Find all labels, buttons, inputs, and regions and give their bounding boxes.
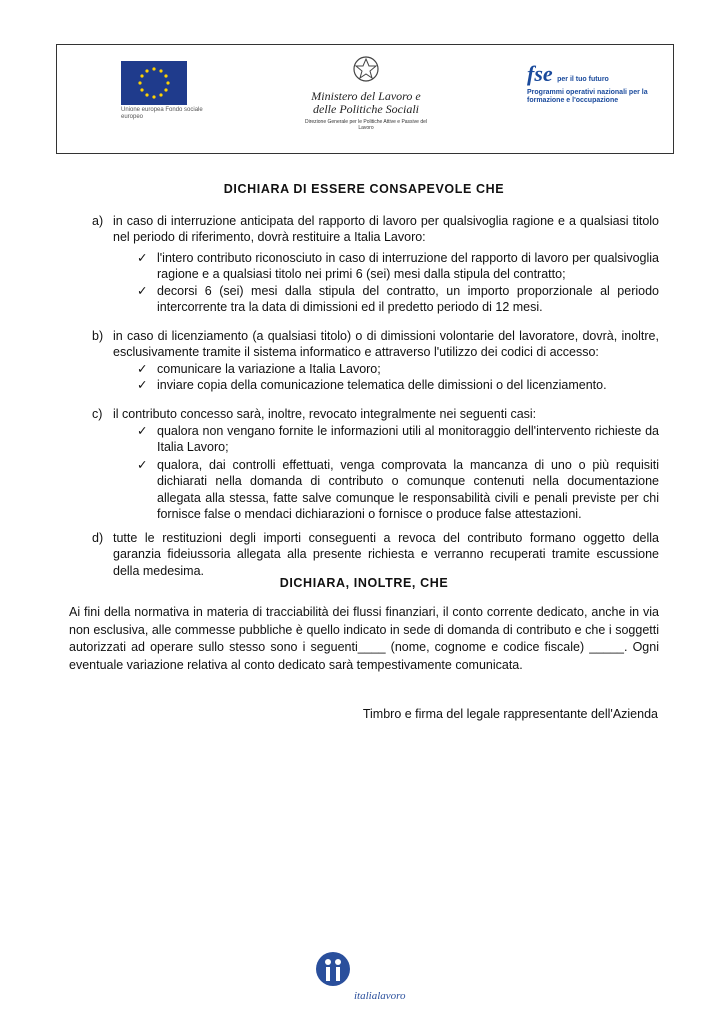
- fse-logo: [527, 63, 667, 105]
- item-a-bullet-1: l'intero contributo riconosciuto in caso di interruzione del rapporto di lavoro per qualsivoglia ragione e a qualsiasi titolo nei primi 6 (sei) mesi dalla stipula del contratto;: [157, 251, 659, 282]
- italialavoro-text: italialavoro: [354, 990, 406, 1002]
- emblem-icon: [351, 53, 381, 85]
- check-icon: ✓: [137, 284, 148, 298]
- check-icon: ✓: [137, 251, 148, 265]
- fse-tagline: per il tuo futuro: [557, 76, 609, 83]
- item-d-text: tutte le restituzioni degli importi conseguenti a revoca del contributo formano oggetto della garanzia fideiussoria allegata alla presente richiesta e verranno recuperati tramite escussione della medesima.: [113, 531, 659, 578]
- italialavoro-logo: [316, 952, 406, 1002]
- item-c-bullet-2: qualora, dai controlli effettuati, venga comprovata la mancanza di uno o più requisiti dichiarati nella domanda di contributo o comunque contenuti nella documentazione allegata alla stessa, fatte salve comunque le responsabilità civili e penali previste per chi fornisce false o mendaci dichiarazioni o fornisce o produce false attestazioni.: [157, 458, 659, 522]
- header-logos-box: [56, 44, 674, 154]
- item-c-text: il contributo concesso sarà, inoltre, revocato integralmente nei seguenti casi:: [113, 407, 537, 421]
- item-b-text: in caso di licenziamento (a qualsiasi titolo) o di dimissioni volontarie del lavoratore, dovrà, inoltre, esclusivamente tramite il sistema informatico e attraverso l'utilizzo dei codici di accesso:: [113, 329, 659, 360]
- item-a-marker: a): [92, 214, 104, 228]
- fse-mark-icon: fse: [527, 61, 553, 86]
- signature-line: Timbro e firma del legale rappresentante dell'Azienda: [362, 707, 658, 721]
- section2-text: Ai fini della normativa in materia di tracciabilità dei flussi finanziari, il conto corrente dedicato, anche in via non esclusiva, alle commesse pubbliche è quello indicato in sede di domanda di contributo e che i soggetti autorizzati ad operare sullo stesso sono i seguenti____ (nome, cognome e codice fiscale) _____. Ogni eventuale variazione relativa al conto dedicato sarà tempestivamente comunicata.: [69, 605, 659, 672]
- ministry-subtitle: Direzione Generale per le Politiche Attive e Passive del Lavoro: [305, 119, 428, 131]
- item-a-bullet-2: decorsi 6 (sei) mesi dalla stipula del contratto, un importo proporzionale al periodo intercorrente tra la data di dimissioni ed il predetto periodo di 12 mesi.: [157, 284, 659, 315]
- fse-text: Programmi operativi nazionali per la formazione e l'occupazione: [527, 89, 648, 104]
- section2-heading: DICHIARA, INOLTRE, CHE: [279, 576, 449, 590]
- item-a-text: in caso di interruzione anticipata del rapporto di lavoro per qualsivoglia ragione e a qualsiasi titolo nel periodo di riferimento, dovrà restituire a Italia Lavoro:: [113, 214, 659, 245]
- item-b-marker: b): [92, 329, 104, 343]
- item-c-marker: c): [92, 407, 103, 421]
- eu-logo: [121, 61, 211, 121]
- item-c-bullet-1: qualora non vengano fornite le informazioni utili al monitoraggio dell'intervento richieste da Italia Lavoro;: [157, 424, 659, 455]
- ministry-logo: [305, 53, 427, 131]
- check-icon: ✓: [137, 424, 148, 438]
- eu-caption: Unione europea Fondo sociale europeo: [121, 107, 203, 120]
- check-icon: ✓: [137, 362, 148, 376]
- ministry-name: Ministero del Lavoro e delle Politiche Sociali: [311, 89, 421, 116]
- eu-flag-icon: [121, 61, 187, 105]
- check-icon: ✓: [137, 378, 148, 392]
- item-b-bullet-1: comunicare la variazione a Italia Lavoro;: [157, 362, 381, 376]
- item-d-marker: d): [92, 531, 104, 545]
- italialavoro-logo-icon: [316, 952, 350, 986]
- item-b-bullet-2: inviare copia della comunicazione telematica delle dimissioni o del licenziamento.: [157, 378, 607, 392]
- check-icon: ✓: [137, 458, 148, 472]
- section1-heading: DICHIARA DI ESSERE CONSAPEVOLE CHE: [223, 182, 505, 196]
